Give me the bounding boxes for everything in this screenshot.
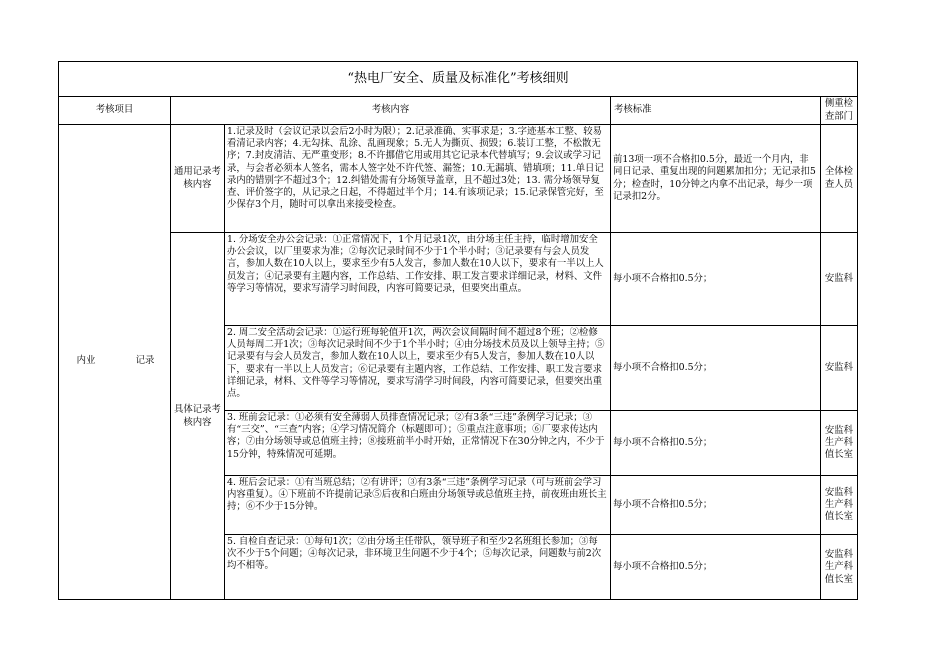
row-dept: 安监科生产科值长室 bbox=[824, 424, 854, 461]
category-level1: 内业 bbox=[76, 355, 96, 366]
rule bbox=[610, 96, 611, 600]
row-dept: 安监科生产科值长室 bbox=[824, 486, 854, 523]
row-content: 3. 班前会记录：①必须有安全薄弱人员排查情况记录；②有3条“三违”条例学习记录；③有“三交”、“三查”内容；④学习情况简介（标题即可）；⑤重点注意事项；⑥厂要求传达内容；⑦由分场领导或总值班主持；⑧接班前半小时开始，正常情况下在30分钟之内，不少于15分钟，特殊情况可延期。 bbox=[227, 412, 605, 460]
row-dept: 全体检查人员 bbox=[824, 166, 854, 190]
row-content: 1. 分场安全办公会记录：①正常情况下，1个月记录1次，由分场主任主持，临时增加安全办公会议，以厂里要求为准；②每次记录时间不少于1个半小时；③记录要有与会人员发言，参加人数在10人以上，要求至少有5人发言，参加人数在10人以下，要求有一半以上人员发言；④记录要有主题内容，工作总结、工作安排、职工发言要求详细记录，材料、文件等学习等情况，要求写清学习时间段，内容可简要记录，但要突出重点。 bbox=[227, 234, 604, 294]
row-standard: 每小项不合格扣0.5分； bbox=[613, 561, 713, 573]
row-dept: 安监科 bbox=[824, 272, 854, 284]
row-content: 1.记录及时（会议记录以会后2小时为限）；2.记录准确、实事求是；3.字迹基本工整、较易看清记录内容；4.无勾抹、乱涂、乱画现象；5.无人为撕页、损毁；6.装订工整，不松散无序；7.封皮清洁、无严重变形；8.不许挪借它用或用其它记录本代替填写；9.会议或学习记录，与会者必须本人签名，需本人签字处不许代签、漏签；10.无漏填、错填项；11.单日记录内的错别字不超过3个；12.纠错处需有分场领导盖章，且不超过3处；13. 需分场领导复查、评价签字的，从记录之日起，不得超过半个月；14.有该项记录；15.记录保管完好，至少保存3个月，随时可以拿出来接受检查。 bbox=[227, 126, 604, 211]
rule bbox=[224, 124, 225, 600]
row-content: 4. 班后会记录：①有当班总结；②有讲评；③有3条“三违”条例学习记录（可与班前会学习内容重复）。④下班前不许提前记录⑤后夜和白班由分场领导或总值班主持，前夜班由班长主持；⑥不少于15分钟。 bbox=[227, 477, 607, 513]
header-dept: 侧重检查部门 bbox=[824, 98, 854, 122]
row-standard: 每小项不合格扣0.5分； bbox=[613, 498, 713, 510]
row-standard: 每小项不合格扣0.5分； bbox=[613, 436, 713, 448]
header-item: 考核项目 bbox=[95, 104, 134, 116]
row-standard: 每小项不合格扣0.5分； bbox=[613, 272, 713, 284]
row-dept: 安监科生产科值长室 bbox=[824, 549, 854, 585]
row-dept: 安监科 bbox=[824, 361, 854, 373]
row-content: 2. 周二安全活动会记录：①运行班每轮值开1次，两次会议间隔时间不超过8个班；②检修人员每周二开1次；③每次记录时间不少于1个半小时；④由分场技术员及以上领导主持；⑤记录要有与会人员发言，参加人数在10人以上，要求至少有5人发言，参加人数在10人以下，要求有一半以上人员发言；⑥记录要有主题内容，工作总结、工作安排、职工发言要求详细记录，材料、文件等学习等情况，要求写清学习时间段，内容可简要记录，但要突出重点。 bbox=[227, 327, 605, 400]
row-content: 5. 自检自查记录：①每旬1次；②由分场主任带队，领导班子和至少2名班组长参加；③每次不少于5个问题；④每次记录，非环境卫生问题不少于4个；⑤每次记录，问题数与前2次均不相等。 bbox=[227, 536, 602, 572]
header-standard: 考核标准 bbox=[614, 104, 652, 116]
category-general: 通用记录考核内容 bbox=[174, 166, 221, 190]
row-standard: 每小项不合格扣0.5分； bbox=[613, 361, 713, 373]
page-title: “热电厂安全、质量及标准化”考核细则 bbox=[347, 71, 569, 86]
category-specific: 具体记录考核内容 bbox=[174, 404, 221, 428]
category-level2: 记录 bbox=[135, 355, 155, 366]
row-standard: 前13项一项不合格扣0.5分，最近一个月内，非同日记录、重复出现的问题累加扣分；无记录扣5分；检查时，10分钟之内拿不出记录，每少一项记录扣2分。 bbox=[613, 154, 816, 202]
header-content: 考核内容 bbox=[371, 104, 410, 116]
sheet bbox=[58, 61, 858, 600]
